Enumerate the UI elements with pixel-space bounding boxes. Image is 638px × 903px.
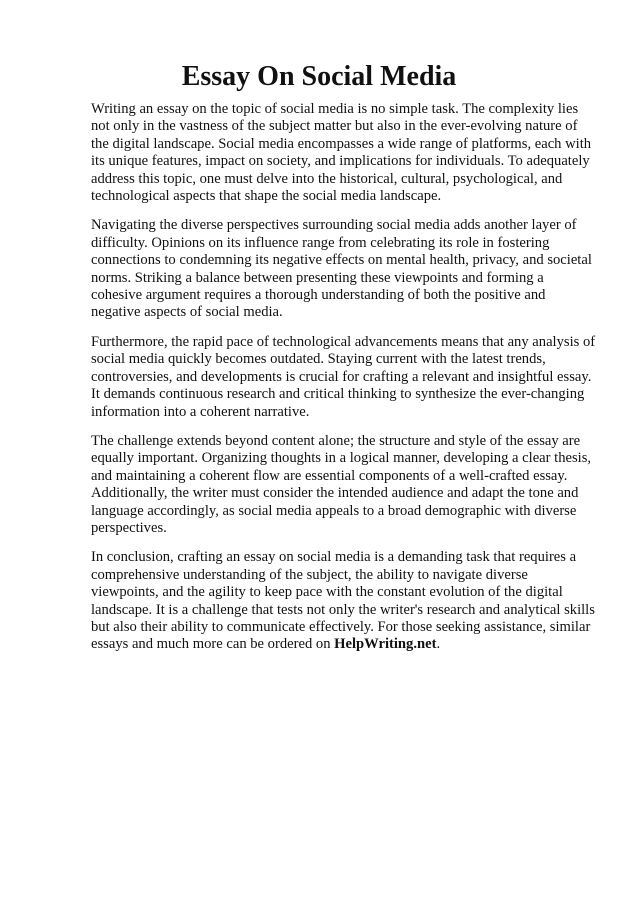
- paragraph-4: The challenge extends beyond content alone; the structure and style of the essay are equally important. Organizing thoughts in a logical manner, developing a clear thesis, and maintaining a coherent flow are essential components of a well-crafted essay. Additionally, the writer must consider the intended audience and adapt the tone and language accordingly, as social media appeals to a broad demographic with diverse perspectives.: [91, 432, 592, 536]
- helpwriting-link[interactable]: HelpWriting.net: [334, 636, 437, 653]
- document-body: [91, 101, 597, 654]
- paragraph-2: Navigating the diverse perspectives surrounding social media adds another layer of difficulty. Opinions on its influence range from celebrating its role in fostering connections to condemning its negative effects on mental health, privacy, and societal norms. Striking a balance between presenting these viewpoints and forming a cohesive argument requires a thorough understanding of both the positive and negative aspects of social media.: [91, 217, 592, 321]
- paragraph-1: Writing an essay on the topic of social media is no simple task. The complexity lies not only in the vastness of the subject matter but also in the ever-evolving nature of the digital landscape. Social media encompasses a wide range of platforms, each with its unique features, impact on society, and implications for individuals. To adequately address this topic, one must delve into the historical, cultural, psychological, and technological aspects that shape the social media landscape.: [91, 101, 592, 205]
- paragraph-3: Furthermore, the rapid pace of technological advancements means that any analysis of social media quickly becomes outdated. Staying current with the latest trends, controversies, and developments is crucial for crafting a relevant and insightful essay. It demands continuous research and critical thinking to synthesize the ever-changing information into a coherent narrative.: [91, 333, 596, 420]
- conclusion-text: In conclusion, crafting an essay on social media is a demanding task that requires a comprehensive understanding of the subject, the ability to navigate diverse viewpoints, and the agility to keep pace with the constant evolution of the digital landscape. It is a challenge that tests not only the writer's research and analytical skills but also their ability to communicate effectively. For those seeking assistance, similar essays and much more can be ordered on: [91, 549, 595, 653]
- conclusion-period: .: [436, 636, 441, 653]
- document-title: Essay On Social Media: [181, 61, 457, 92]
- paragraph-conclusion: [91, 549, 597, 653]
